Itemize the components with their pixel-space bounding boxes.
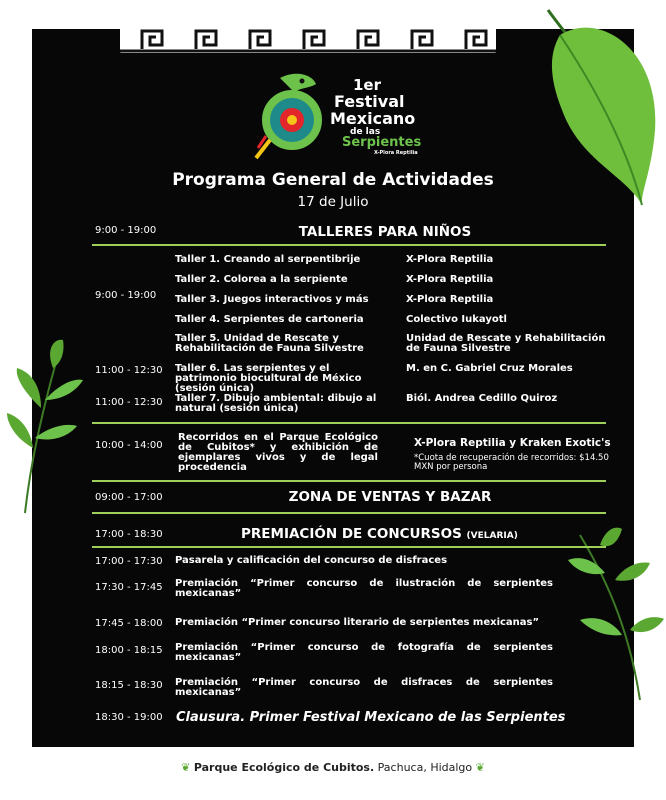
divider-line (92, 244, 606, 246)
logo-text-1er: 1er (353, 76, 382, 94)
taller-4: Taller 4. Serpientes de cartoneria (175, 314, 364, 325)
taller-6: Taller 6. Las serpientes y el patrimonio biocultural de México (sesión única) (175, 363, 362, 394)
taller-1: Taller 1. Creando al serpentibrije (175, 254, 361, 265)
footer-leaf-icon: ❦ (181, 761, 191, 774)
footer-city: Pachuca, Hidalgo (377, 761, 473, 774)
premiacion-row-5: Premiación “Primer concurso de disfraces de serpientes mexicanas” (175, 677, 553, 698)
premiacion-row-4: Premiación “Primer concurso de fotografía de serpientes mexicanas” (175, 642, 553, 663)
footer-leaf-icon: ❦ (475, 761, 485, 774)
premiacion-heading (241, 528, 518, 542)
taller-6-org: M. en C. Gabriel Cruz Morales (406, 363, 573, 374)
ninos-heading: TALLERES PARA NIÑOS (298, 224, 472, 240)
premiacion-row-4-time: 18:00 - 18:15 (95, 645, 163, 656)
divider-line (92, 480, 606, 482)
premiacion-time: 17:00 - 18:30 (95, 529, 163, 540)
taller-6-time: 11:00 - 12:30 (95, 365, 163, 376)
premiacion-row-5-time: 18:15 - 18:30 (95, 680, 163, 691)
logo-text-xplora: X-Plora Reptilia (374, 150, 418, 156)
recorridos-text: Recorridos en el Parque Ecológico de Cubitos* y exhibición de ejemplares vivos y de legal procedencia (178, 432, 378, 473)
page-title: Programa General de Actividades (172, 170, 494, 190)
taller-2: Taller 2. Colorea a la serpiente (175, 274, 348, 285)
left-vine-leaves-icon (5, 338, 85, 518)
clausura-time: 18:30 - 19:00 (95, 712, 163, 723)
logo-text-mexicano: Mexicano (330, 109, 416, 128)
taller-7-org: Biól. Andrea Cedillo Quiroz (406, 393, 558, 404)
ninos-block-time: 9:00 - 19:00 (95, 290, 157, 301)
bazar-heading: ZONA DE VENTAS Y BAZAR (288, 489, 492, 505)
taller-2-org: X-Plora Reptilia (406, 274, 494, 285)
logo-text-festival: Festival (334, 92, 405, 111)
footer (0, 761, 666, 774)
taller-4-org: Colectivo Iukayotl (406, 314, 507, 325)
divider-line (92, 512, 606, 514)
recorridos-time: 10:00 - 14:00 (95, 440, 163, 451)
recorridos-note: *Cuota de recuperación de recorridos: $14.50 MXN por persona (414, 453, 609, 472)
greek-key-pattern-icon (120, 25, 496, 53)
premiacion-row-2-time: 17:30 - 17:45 (95, 582, 163, 593)
clausura-text: Clausura. Primer Festival Mexicano de las Serpientes (176, 710, 566, 725)
premiacion-row-1: Pasarela y calificación del concurso de disfraces (175, 555, 448, 566)
ninos-time: 9:00 - 19:00 (95, 225, 157, 236)
recorridos-org: X-Plora Reptilia y Kraken Exotic's (414, 437, 611, 449)
taller-7: Taller 7. Dibujo ambiental: dibujo al natural (sesión única) (175, 393, 377, 414)
taller-5: Taller 5. Unidad de Rescate y Rehabilitación de Fauna Silvestre (175, 333, 364, 354)
premiacion-row-3-time: 17:45 - 18:00 (95, 618, 163, 629)
taller-5-org: Unidad de Rescate y Rehabilitación de Fauna Silvestre (406, 333, 606, 354)
taller-3-org: X-Plora Reptilia (406, 294, 494, 305)
event-date: 17 de Julio (297, 194, 369, 210)
taller-7-time: 11:00 - 12:30 (95, 397, 163, 408)
divider-line (92, 422, 606, 424)
festival-logo (250, 70, 425, 162)
divider-line (92, 546, 606, 548)
premiacion-row-1-time: 17:00 - 17:30 (95, 556, 163, 567)
logo-text-de-las: de las (350, 127, 381, 137)
taller-3: Taller 3. Juegos interactivos y más (175, 294, 369, 305)
footer-place: Parque Ecológico de Cubitos. (193, 761, 375, 774)
greek-key-border (120, 25, 496, 53)
bazar-time: 09:00 - 17:00 (95, 492, 163, 503)
serpent-logo-icon (250, 70, 330, 162)
premiacion-venue: (VELARIA) (466, 531, 518, 541)
taller-1-org: X-Plora Reptilia (406, 254, 494, 265)
premiacion-row-2: Premiación “Primer concurso de ilustración de serpientes mexicanas” (175, 578, 553, 599)
premiacion-row-3: Premiación “Primer concurso literario de serpientes mexicanas” (175, 617, 540, 628)
right-vine-leaves-icon (560, 525, 666, 705)
logo-text-serpientes: Serpientes (342, 135, 422, 150)
premiacion-heading-text: PREMIACIÓN DE CONCURSOS (241, 526, 462, 542)
